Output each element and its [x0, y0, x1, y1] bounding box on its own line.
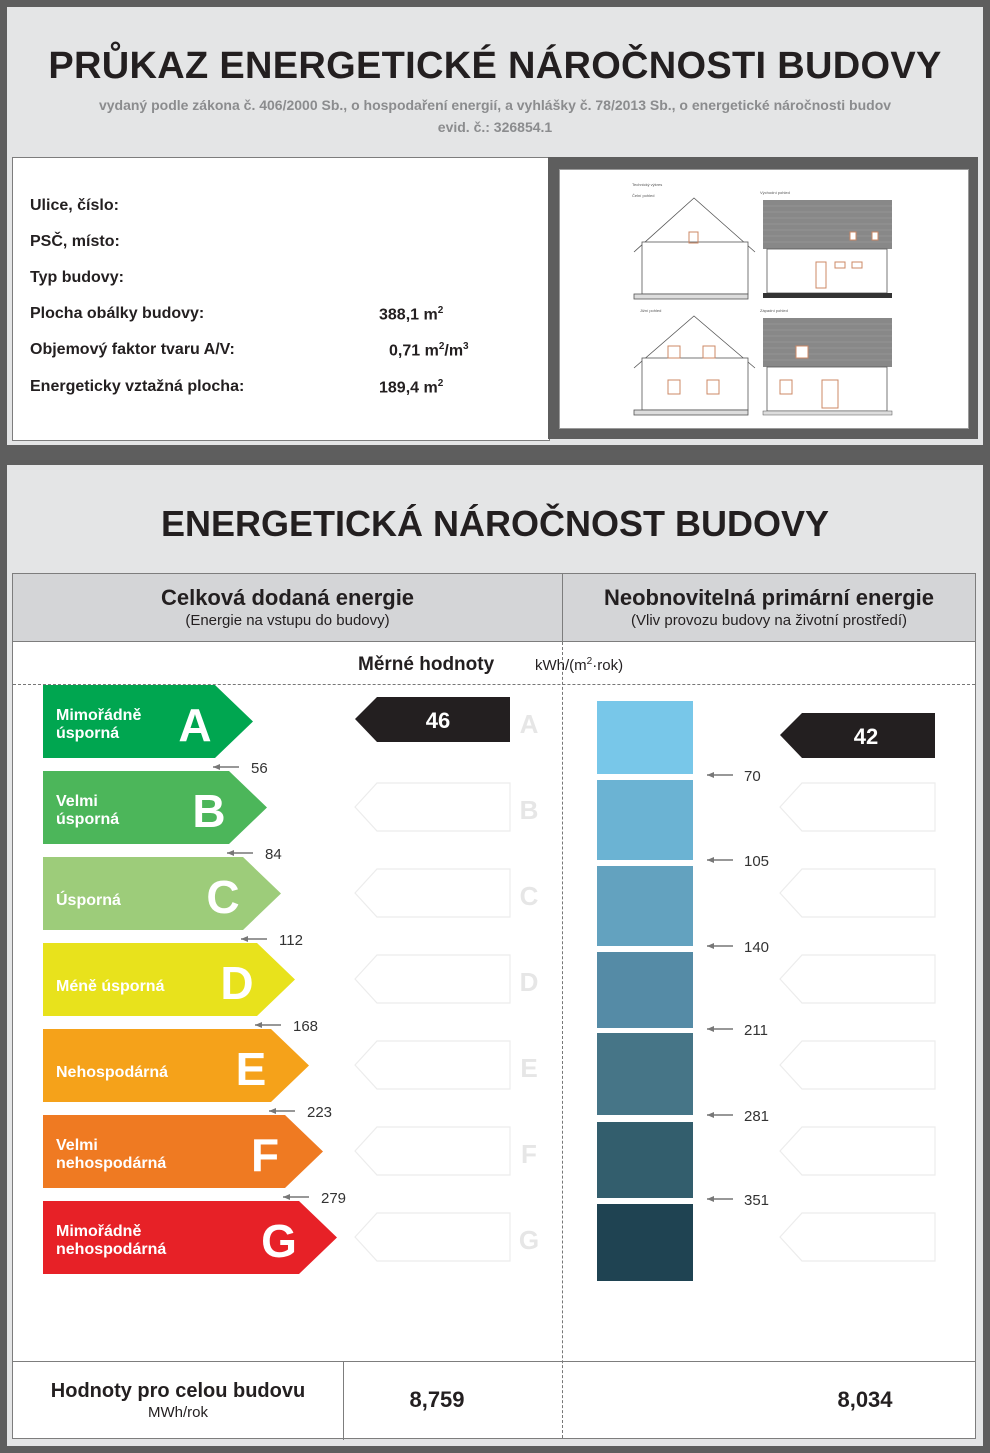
threshold-arrowhead-delivered-4	[269, 1108, 276, 1114]
threshold-arrowhead-primary-4	[707, 1112, 714, 1118]
delivered-energy-header	[13, 574, 563, 642]
reference-area-value: 189,4 $m^2$	[379, 378, 444, 397]
class-label-a-line2: úsporná	[56, 725, 120, 742]
drawing-label-front: Čelní pohled	[632, 193, 655, 198]
class-label-c: Úsporná	[56, 892, 121, 909]
total-delivered-value: 8,759	[409, 1387, 465, 1412]
whole-building-label: Hodnoty pro celou budovu	[50, 1380, 306, 1402]
placeholder-arrow-primary-d	[780, 955, 935, 1003]
placeholder-arrow-delivered-g	[355, 1213, 510, 1261]
delivered-energy-subtitle: (Energie na vstupu do budovy)	[185, 612, 390, 629]
threshold-arrowhead-primary-0	[707, 772, 714, 778]
total-primary-value: 8,034	[837, 1387, 893, 1412]
primary-value: 42	[853, 724, 879, 749]
threshold-delivered-0: 56	[251, 760, 268, 777]
placeholder-arrow-delivered-f	[355, 1127, 510, 1175]
drawing-label-side: Východní pohled	[760, 190, 790, 195]
threshold-primary-2: 140	[744, 939, 770, 956]
threshold-arrowhead-primary-1	[707, 857, 714, 863]
primary-class-block-5	[597, 1122, 693, 1198]
threshold-delivered-3: 168	[293, 1018, 319, 1035]
placeholder-arrow-primary-g	[780, 1213, 935, 1261]
class-label-g-line1: Mimořádně	[56, 1223, 142, 1240]
threshold-delivered-2: 112	[279, 932, 303, 949]
class-letter-faint-c: C	[519, 881, 539, 911]
primary-class-block-4	[597, 1033, 693, 1115]
placeholder-arrow-primary-f	[780, 1127, 935, 1175]
building-drawing	[559, 169, 969, 429]
class-letter-faint-b: B	[519, 795, 539, 825]
class-label-e: Nehospodárná	[56, 1064, 169, 1081]
class-label-b-line2: úsporná	[56, 811, 120, 828]
placeholder-arrow-delivered-d	[355, 955, 510, 1003]
energy-table	[12, 573, 976, 1439]
class-letter-b: B	[192, 785, 226, 837]
building-type-label: Typ budovy:	[30, 269, 124, 286]
drawing-label-south: Jižní pohled	[640, 308, 662, 313]
placeholder-arrow-delivered-e	[355, 1041, 510, 1089]
placeholder-arrow-delivered-c	[355, 869, 510, 917]
threshold-arrowhead-delivered-3	[255, 1022, 262, 1028]
class-letter-faint-g: G	[518, 1225, 540, 1255]
delivered-energy-title: Celková dodaná energie	[160, 585, 415, 610]
specific-values-unit: kWh/$(m^2\cdot rok)$	[535, 656, 624, 674]
threshold-arrowhead-delivered-1	[227, 850, 234, 856]
placeholder-arrow-delivered-b	[355, 783, 510, 831]
reference-area-label: Energeticky vztažná plocha:	[30, 378, 245, 395]
class-letter-f: F	[250, 1129, 280, 1181]
threshold-arrowhead-primary-3	[707, 1026, 714, 1032]
energy-performance-title: ENERGETICKÁ NÁROČNOST BUDOVY	[160, 503, 830, 544]
class-letter-faint-f: F	[521, 1139, 537, 1169]
roof-tiles-1	[763, 200, 892, 249]
psc-label: PSČ, místo:	[30, 233, 120, 250]
threshold-primary-4: 281	[744, 1108, 770, 1125]
threshold-delivered-1: 84	[265, 846, 282, 863]
envelope-area-label: Plocha obálky budovy:	[30, 305, 205, 322]
class-label-d: Méně úsporná	[56, 978, 165, 995]
class-letter-faint-a: A	[519, 709, 539, 739]
class-label-b-line1: Velmi	[56, 793, 98, 810]
class-letter-a: A	[178, 699, 212, 751]
class-letter-d: D	[220, 957, 254, 1009]
primary-class-block-2	[597, 866, 693, 946]
class-label-f-line1: Velmi	[56, 1137, 98, 1154]
class-letter-e: E	[235, 1043, 267, 1095]
threshold-arrowhead-primary-2	[707, 943, 714, 949]
energy-class-chart	[13, 685, 975, 1361]
placeholder-arrow-primary-b	[780, 783, 935, 831]
primary-energy-header	[563, 574, 975, 642]
av-factor-value: 0,71 $m^2/m^3$	[389, 341, 469, 360]
class-label-g-line2: nehospodárná	[56, 1241, 167, 1258]
threshold-primary-0: 70	[744, 768, 761, 785]
class-letter-faint-e: E	[520, 1053, 538, 1083]
street-label: Ulice, číslo:	[30, 197, 119, 214]
threshold-delivered-5: 279	[321, 1190, 347, 1207]
threshold-arrowhead-delivered-2	[241, 936, 248, 942]
class-letter-g: G	[261, 1215, 297, 1267]
threshold-primary-3: 211	[744, 1022, 768, 1039]
placeholder-arrow-primary-e	[780, 1041, 935, 1089]
av-factor-label: Objemový faktor tvaru A/V:	[30, 341, 235, 358]
primary-energy-subtitle: (Vliv provozu budovy na životní prostředí)	[631, 612, 907, 629]
certificate-header-panel	[7, 7, 983, 445]
specific-values-label: Měrné hodnoty	[358, 654, 495, 675]
delivered-value: 46	[425, 708, 451, 733]
class-letter-faint-d: D	[519, 967, 539, 997]
drawing-label-west: Západní pohled	[760, 308, 788, 313]
class-label-f-line2: nehospodárná	[56, 1155, 167, 1172]
building-info-box	[12, 157, 550, 441]
legal-subtitle: vydaný podle zákona č. 406/2000 Sb., o hospodaření energií, a vyhlášky č. 78/2013 Sb., o energetické náročnosti budov	[98, 97, 892, 113]
whole-building-unit: MWh/rok	[148, 1404, 208, 1421]
threshold-delivered-4: 223	[307, 1104, 333, 1121]
class-letter-c: C	[206, 871, 240, 923]
drawing-label-top: Technický výkres	[632, 182, 663, 187]
building-elevations-image	[560, 170, 968, 428]
threshold-arrowhead-delivered-5	[283, 1194, 290, 1200]
whole-building-row	[13, 1361, 975, 1441]
evidence-number: evid. č.: 326854.1	[437, 119, 553, 135]
energy-performance-panel	[7, 465, 983, 1446]
primary-class-block-6	[597, 1204, 693, 1281]
primary-class-block-3	[597, 952, 693, 1028]
threshold-primary-5: 351	[744, 1192, 770, 1209]
threshold-arrowhead-primary-5	[707, 1196, 714, 1202]
certificate-title: PRŮKAZ ENERGETICKÉ NÁROČNOSTI BUDOVY	[48, 45, 942, 87]
primary-class-block-0	[597, 701, 693, 774]
primary-energy-title: Neobnovitelná primární energie	[603, 585, 935, 610]
class-label-a-line1: Mimořádně	[56, 707, 142, 724]
building-drawing-frame	[548, 157, 978, 439]
threshold-primary-1: 105	[744, 853, 770, 870]
placeholder-arrow-primary-c	[780, 869, 935, 917]
envelope-area-value: 388,1 $m^2$	[379, 305, 444, 324]
whole-building-label-cell	[13, 1362, 344, 1440]
primary-class-block-1	[597, 780, 693, 860]
threshold-arrowhead-delivered-0	[213, 764, 220, 770]
